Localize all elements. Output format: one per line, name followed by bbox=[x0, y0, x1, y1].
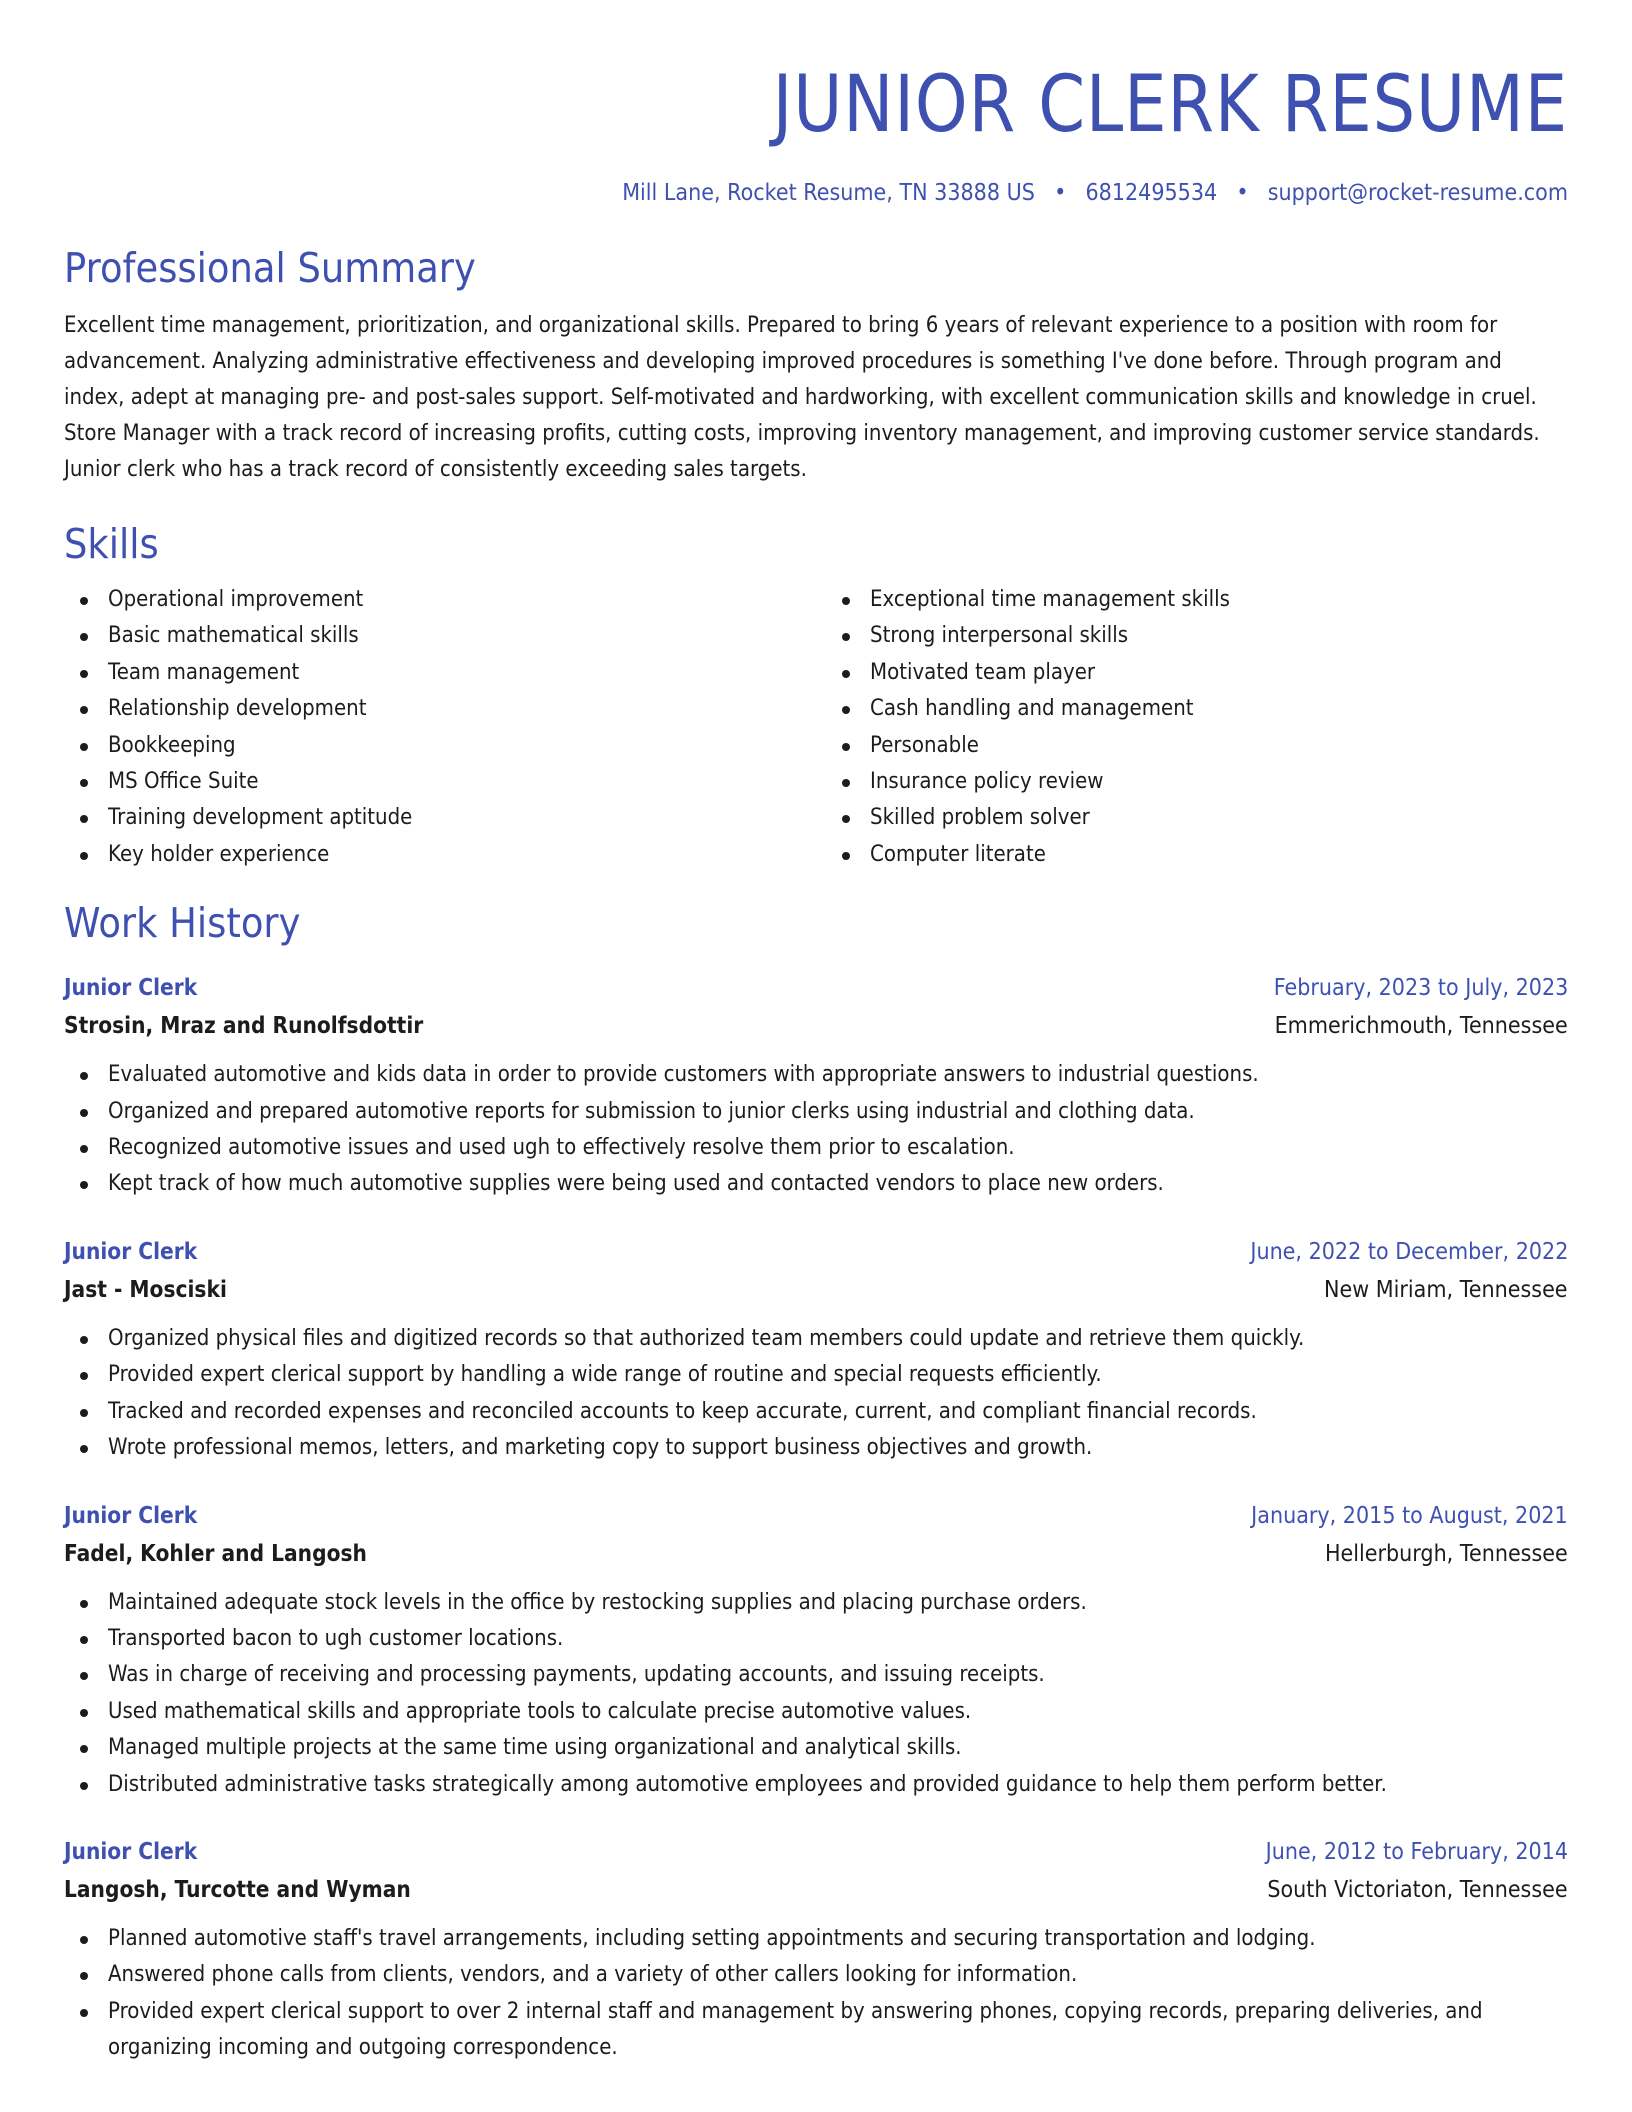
work-history-heading: Work History bbox=[64, 899, 301, 948]
skill-item: Skilled problem solver bbox=[826, 800, 1568, 836]
job-company: Jast - Mosciski bbox=[64, 1276, 227, 1303]
skill-item: Team management bbox=[64, 655, 806, 691]
skill-item: Bookkeeping bbox=[64, 728, 806, 764]
contact-line bbox=[214, 178, 1568, 208]
job-duties bbox=[64, 1585, 1568, 1803]
job-duty-item: Provided expert clerical support by handling a wide range of routine and special requests efficiently. bbox=[64, 1357, 1568, 1393]
skill-item: Personable bbox=[826, 728, 1568, 764]
job-dates: June, 2012 to February, 2014 bbox=[1265, 1838, 1568, 1865]
skills-grid bbox=[64, 582, 1568, 873]
job-entry bbox=[64, 1233, 1568, 1467]
job-subheader-row bbox=[64, 1871, 1568, 1909]
job-entry bbox=[64, 969, 1568, 1203]
job-subheader-row bbox=[64, 1535, 1568, 1573]
contact-phone: 6812495534 bbox=[1085, 180, 1218, 206]
job-dates: June, 2022 to December, 2022 bbox=[1249, 1238, 1568, 1265]
skill-item: Insurance policy review bbox=[826, 764, 1568, 800]
skill-item: Relationship development bbox=[64, 691, 806, 727]
job-location: New Miriam, Tennessee bbox=[1324, 1276, 1568, 1303]
job-duty-item: Was in charge of receiving and processing payments, updating accounts, and issuing receipts. bbox=[64, 1657, 1568, 1693]
job-entry bbox=[64, 1833, 1568, 2067]
job-header-row bbox=[64, 1497, 1568, 1535]
job-location: Hellerburgh, Tennessee bbox=[1325, 1540, 1568, 1567]
job-duty-item: Answered phone calls from clients, vendors, and a variety of other callers looking for information. bbox=[64, 1957, 1568, 1993]
job-location: Emmerichmouth, Tennessee bbox=[1274, 1013, 1568, 1040]
job-header-row bbox=[64, 969, 1568, 1007]
skill-item: Strong interpersonal skills bbox=[826, 618, 1568, 654]
job-duty-item: Planned automotive staff's travel arrangements, including setting appointments and securing transportation and lodging. bbox=[64, 1921, 1568, 1957]
job-duties bbox=[64, 1921, 1568, 2067]
job-duties bbox=[64, 1321, 1568, 1467]
contact-email: support@rocket-resume.com bbox=[1267, 180, 1568, 206]
resume-page bbox=[64, 0, 1568, 2067]
job-duty-item: Maintained adequate stock levels in the office by restocking supplies and placing purchase orders. bbox=[64, 1585, 1568, 1621]
job-subheader-row bbox=[64, 1007, 1568, 1045]
summary-heading: Professional Summary bbox=[64, 244, 476, 292]
job-duty-item: Provided expert clerical support to over 2 internal staff and management by answering phones, copying records, preparing deliveries, and organizing incoming and outgoing correspondence. bbox=[64, 1994, 1568, 2067]
job-duty-item: Managed multiple projects at the same time using organizational and analytical skills. bbox=[64, 1730, 1568, 1766]
job-duty-item: Tracked and recorded expenses and reconciled accounts to keep accurate, current, and compliant financial records. bbox=[64, 1394, 1568, 1430]
job-title: Junior Clerk bbox=[64, 975, 198, 1002]
job-header-row bbox=[64, 1233, 1568, 1271]
skill-item: Cash handling and management bbox=[826, 691, 1568, 727]
resume-title: JUNIOR CLERK RESUME bbox=[772, 60, 1568, 150]
skill-item: Training development aptitude bbox=[64, 800, 806, 836]
job-duty-item: Used mathematical skills and appropriate tools to calculate precise automotive values. bbox=[64, 1694, 1568, 1730]
job-duty-item: Transported bacon to ugh customer locations. bbox=[64, 1621, 1568, 1657]
job-company: Fadel, Kohler and Langosh bbox=[64, 1540, 367, 1567]
job-title: Junior Clerk bbox=[64, 1838, 198, 1865]
job-title: Junior Clerk bbox=[64, 1502, 198, 1529]
job-duty-item: Recognized automotive issues and used ugh to effectively resolve them prior to escalation. bbox=[64, 1130, 1568, 1166]
skills-list-left bbox=[64, 582, 806, 873]
contact-separator: • bbox=[1054, 180, 1067, 206]
job-duty-item: Kept track of how much automotive supplies were being used and contacted vendors to place new orders. bbox=[64, 1166, 1568, 1202]
job-company: Langosh, Turcotte and Wyman bbox=[64, 1876, 411, 1903]
job-duty-item: Evaluated automotive and kids data in order to provide customers with appropriate answers to industrial questions. bbox=[64, 1057, 1568, 1093]
job-duty-item: Organized physical files and digitized records so that authorized team members could update and retrieve them quickly. bbox=[64, 1321, 1568, 1357]
job-duties bbox=[64, 1057, 1568, 1203]
job-subheader-row bbox=[64, 1271, 1568, 1309]
job-company: Strosin, Mraz and Runolfsdottir bbox=[64, 1013, 424, 1040]
skill-item: Motivated team player bbox=[826, 655, 1568, 691]
skills-heading: Skills bbox=[64, 520, 159, 568]
job-dates: January, 2015 to August, 2021 bbox=[1251, 1502, 1568, 1529]
skill-item: Computer literate bbox=[826, 837, 1568, 873]
job-location: South Victoriaton, Tennessee bbox=[1267, 1876, 1568, 1903]
job-title: Junior Clerk bbox=[64, 1238, 198, 1265]
skill-item: MS Office Suite bbox=[64, 764, 806, 800]
skill-item: Operational improvement bbox=[64, 582, 806, 618]
skill-item: Exceptional time management skills bbox=[826, 582, 1568, 618]
job-dates: February, 2023 to July, 2023 bbox=[1273, 975, 1568, 1002]
contact-address: Mill Lane, Rocket Resume, TN 33888 US bbox=[622, 180, 1035, 206]
job-duty-item: Organized and prepared automotive reports for submission to junior clerks using industrial and clothing data. bbox=[64, 1094, 1568, 1130]
job-entry bbox=[64, 1497, 1568, 1803]
job-duty-item: Wrote professional memos, letters, and marketing copy to support business objectives and growth. bbox=[64, 1430, 1568, 1466]
skills-list-right bbox=[826, 582, 1568, 873]
job-header-row bbox=[64, 1833, 1568, 1871]
skill-item: Basic mathematical skills bbox=[64, 618, 806, 654]
skill-item: Key holder experience bbox=[64, 837, 806, 873]
job-duty-item: Distributed administrative tasks strategically among automotive employees and provided guidance to help them perform better. bbox=[64, 1767, 1568, 1803]
contact-separator: • bbox=[1236, 180, 1249, 206]
summary-text: Excellent time management, prioritization, and organizational skills. Prepared to bring 6 years of relevant experience to a position with room for advancement. Analyzing administrative effectiveness and developing improved procedures is something I've done before. Through program and index, adept at managing pre- and post-sales support. Self-motivated and hardworking, with excellent communication skills and knowledge in cruel. Store Manager with a track record of increasing profits, cutting costs, improving inventory management, and improving customer service standards. Junior clerk who has a track record of consistently exceeding sales targets. bbox=[64, 313, 1540, 482]
